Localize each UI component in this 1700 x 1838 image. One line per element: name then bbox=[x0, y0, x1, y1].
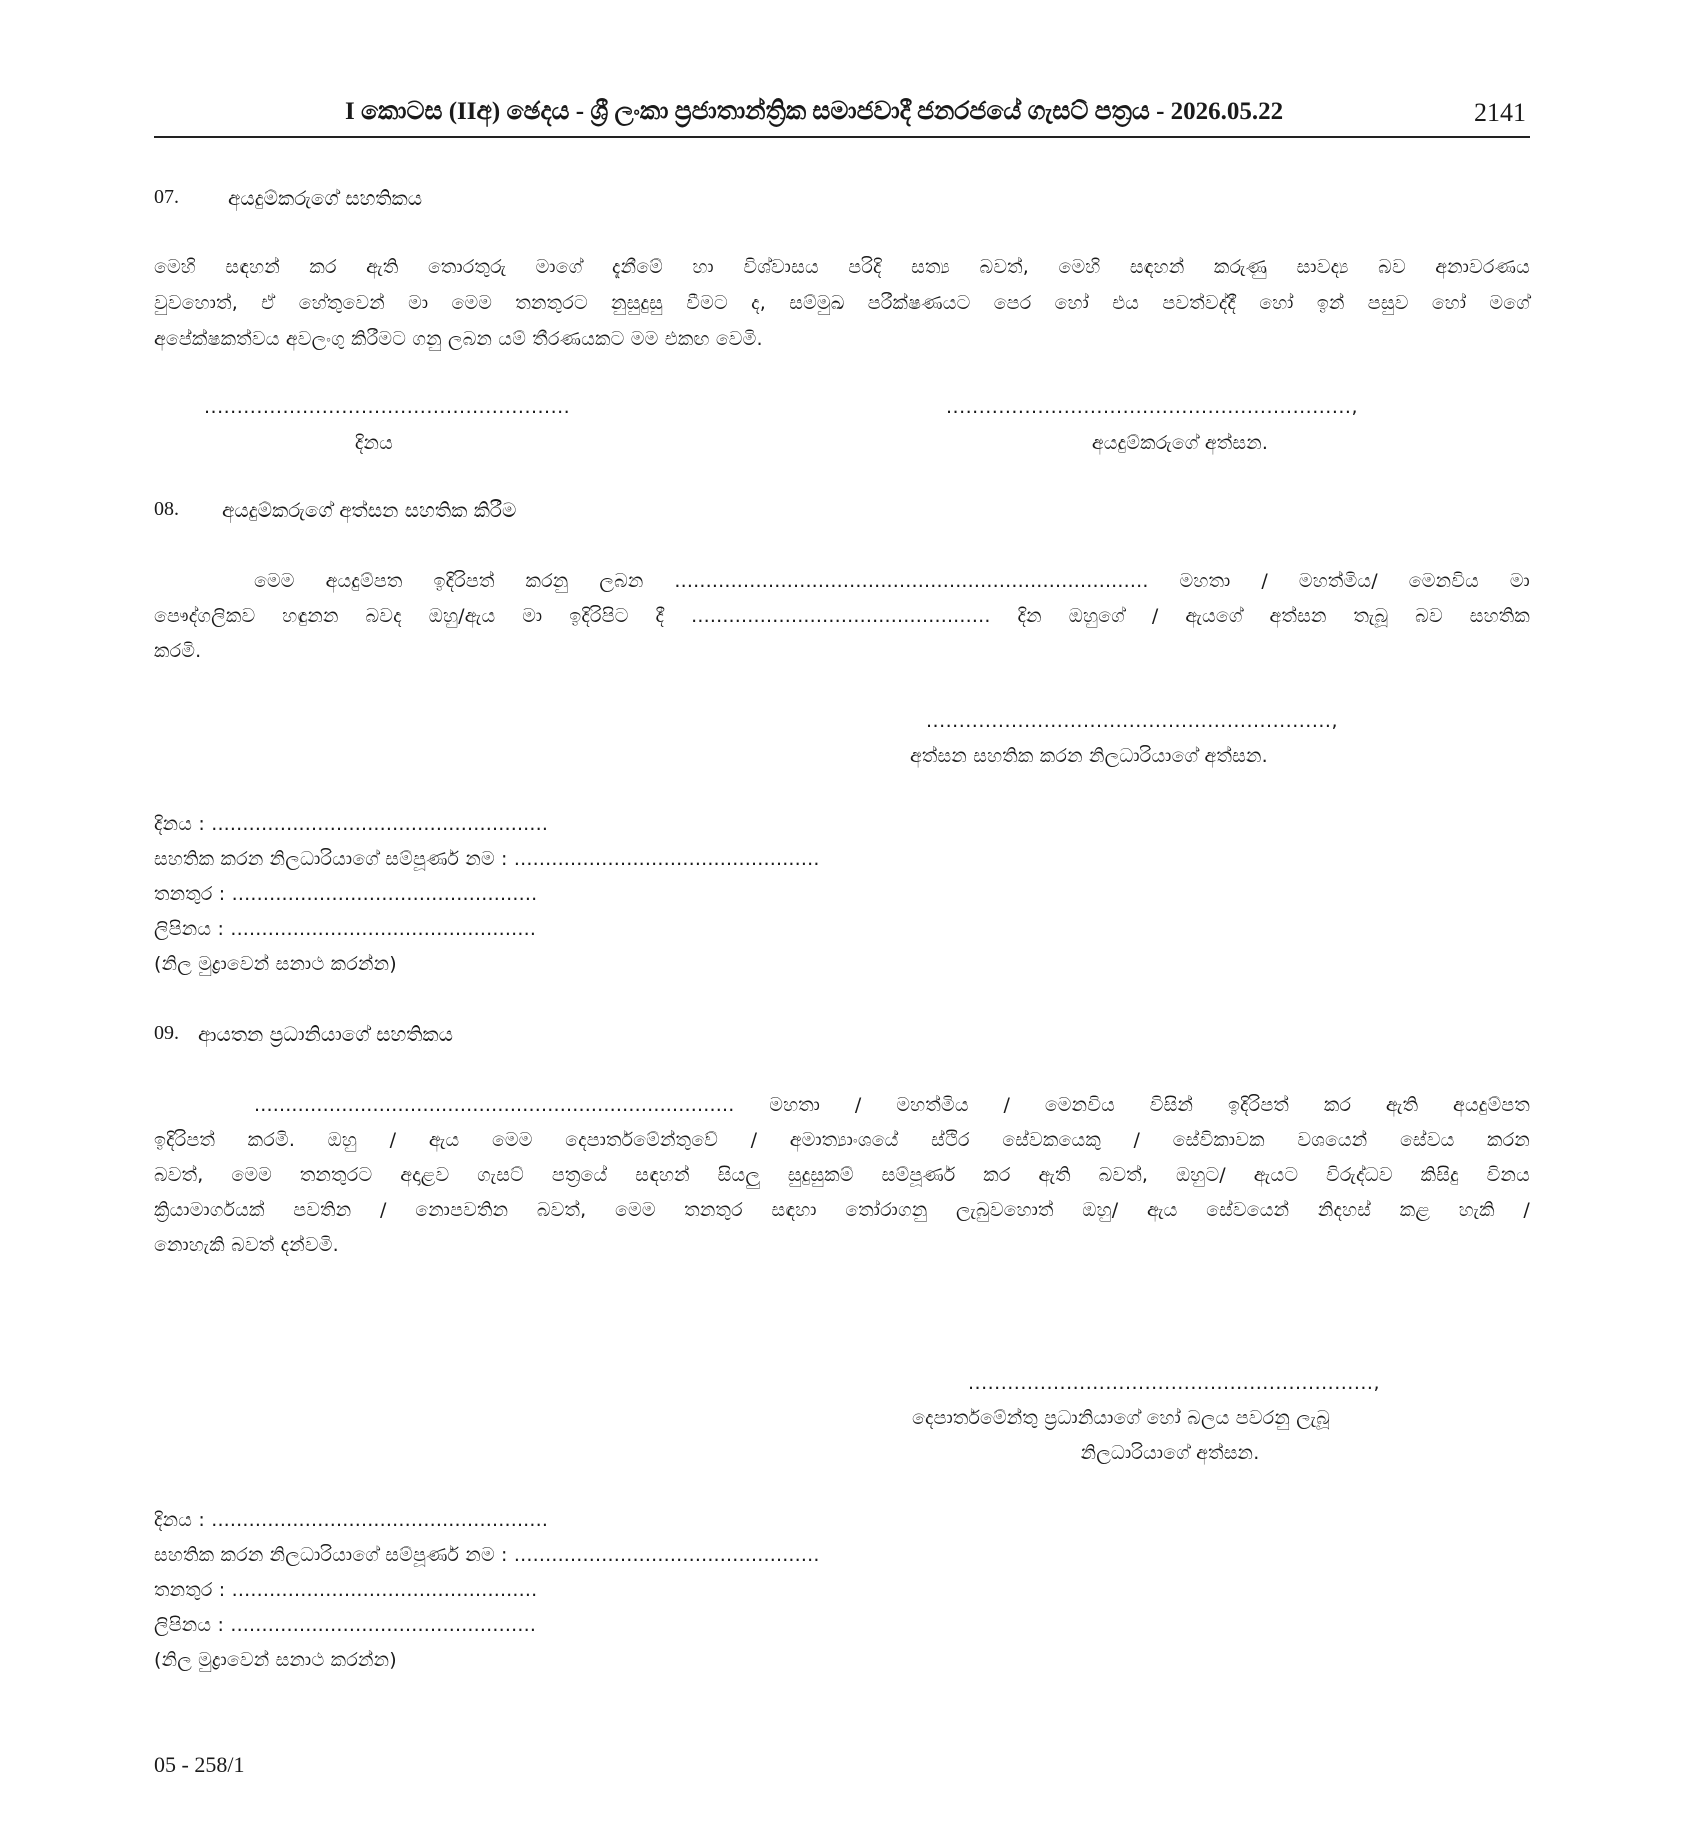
footer-code: 05 - 258/1 bbox=[154, 1752, 245, 1777]
section-08-line-2: පෞද්ගලිකව හඳුනන බවද ඔහු/ඇය මා ඉදිරිපිට දී ................................................ දින ඔහුගේ / ඇයගේ අත්සන තැබූ බව සහතික bbox=[154, 605, 1530, 627]
section-08-line-3: කරමි. bbox=[154, 640, 202, 662]
section-08-number: 08. bbox=[154, 498, 179, 520]
applicant-signature-dotted-line: .............................................................., bbox=[946, 396, 1358, 418]
section-09-number: 09. bbox=[154, 1022, 179, 1044]
section-07-line-1: මෙහි සඳහන් කර ඇති තොරතුරු මාගේ දැනීමේ හා විශ්වාසය පරිදි සත්‍ය බවත්, මෙහි සඳහන් කරුණු සාවද්‍ය බව අනාවරණය bbox=[154, 256, 1530, 278]
section-09-line-2: ඉදිරිපත් කරමි. ඔහු / ඇය මෙම දෙපාර්තමේන්තුවේ / අමාත්‍යාංශයේ ස්ථිර සේවකයෙකු / සේවිකාවක වශයෙන් සේවය කරන bbox=[154, 1129, 1530, 1151]
section-07-line-2: වුවහොත්, ඒ හේතුවෙන් මා මෙම තනතුරට නුසුදුසු වීමට ද, සම්මුඛ පරීක්ෂණයට පෙර හෝ එය පවත්වද්දී හෝ ඉන් පසුව හෝ මගේ bbox=[154, 292, 1530, 314]
certifier-signature-dotted-line: .............................................................., bbox=[926, 710, 1338, 732]
s08-field-date: දිනය : ...................................................... bbox=[154, 813, 549, 835]
s08-official-seal-note: (නිල මුද්‍රාවෙන් සනාථ කරන්න) bbox=[154, 953, 397, 975]
section-07-line-3: අපේක්ෂකත්වය අවලංගු කිරීමට ගනු ලබන යම් තීරණයකට මම එකඟ වෙමි. bbox=[154, 328, 763, 350]
section-09-line-3: බවත්, මෙම තනතුරට අදාළව ගැසට් පත්‍රයේ සඳහන් සියලු සුදුසුකම් සම්පූර්ණ කර ඇති බවත්, ඔහුට/ ඇයට විරුද්ධව කිසිදු විනය bbox=[154, 1164, 1530, 1186]
s09-field-full-name: සහතික කරන නිලධාරියාගේ සම්පූර්ණ නම : ................................................. bbox=[154, 1544, 820, 1566]
gazette-header-title: I කොටස (IIඅ) ඡෙදය - ශ්‍රී ලංකා ප්‍රජාතාන්ත්‍රික සමාජවාදී ජනරජයේ ගැසට් පත්‍රය - 2026.05.22 bbox=[345, 98, 1284, 125]
section-09-line-5: නොහැකි බවත් දන්වමි. bbox=[154, 1234, 339, 1256]
section-08-line-1: මෙම අයදුම්පත ඉදිරිපත් කරනු ලබන ............................................................................ මහතා / මහත්මිය/ මෙනවිය මා bbox=[254, 570, 1530, 592]
s09-official-seal-note: (නිල මුද්‍රාවෙන් සනාථ කරන්න) bbox=[154, 1649, 397, 1671]
header-rule bbox=[154, 136, 1530, 138]
s08-field-full-name: සහතික කරන නිලධාරියාගේ සම්පූර්ණ නම : ................................................. bbox=[154, 848, 820, 870]
certifier-signature-label: අත්සන සහතික කරන නිලධාරියාගේ අත්සන. bbox=[910, 745, 1268, 767]
applicant-signature-label: අයදුම්කරුගේ අත්සන. bbox=[1091, 432, 1269, 454]
s08-field-address: ලිපිනය : ................................................. bbox=[154, 918, 537, 940]
section-07-title: අයදුම්කරුගේ සහතිකය bbox=[228, 186, 423, 210]
s09-field-designation: තනතුර : ................................................. bbox=[154, 1579, 538, 1601]
head-signature-label-line-1: දෙපාර්තමේන්තු ප්‍රධානියාගේ හෝ බලය පවරනු ලැබූ bbox=[912, 1407, 1331, 1429]
section-09-line-4: ක්‍රියාමාර්ගයක් පවතින / නොපවතින බවත්, මෙම තනතුර සඳහා තෝරාගනු ලැබුවහොත් ඔහු/ ඇය සේවයෙන් නිදහස් කළ හැකි / bbox=[154, 1199, 1530, 1221]
section-09-line-1: ............................................................................. මහතා / මහත්මිය / මෙනවිය විසින් ඉදිරිපත් කර ඇති අයදුම්පත bbox=[254, 1094, 1530, 1116]
section-07-number: 07. bbox=[154, 186, 179, 208]
page-number: 2141 bbox=[1474, 98, 1526, 127]
section-09-title: ආයතන ප්‍රධානියාගේ සහතිකය bbox=[198, 1022, 454, 1046]
s08-field-designation: තනතුර : ................................................. bbox=[154, 883, 538, 905]
section-08-title: අයදුම්කරුගේ අත්සන සහතික කිරීම bbox=[222, 498, 517, 522]
s09-field-address: ලිපිනය : ................................................. bbox=[154, 1614, 537, 1636]
head-signature-label-line-2: නිලධාරියාගේ අත්සන. bbox=[1080, 1442, 1260, 1464]
s09-field-date: දිනය : ...................................................... bbox=[154, 1509, 549, 1531]
date-label: දිනය bbox=[354, 432, 394, 454]
date-dotted-line: ........................................................ bbox=[204, 396, 571, 418]
head-signature-dotted-line: .............................................................., bbox=[968, 1372, 1380, 1394]
